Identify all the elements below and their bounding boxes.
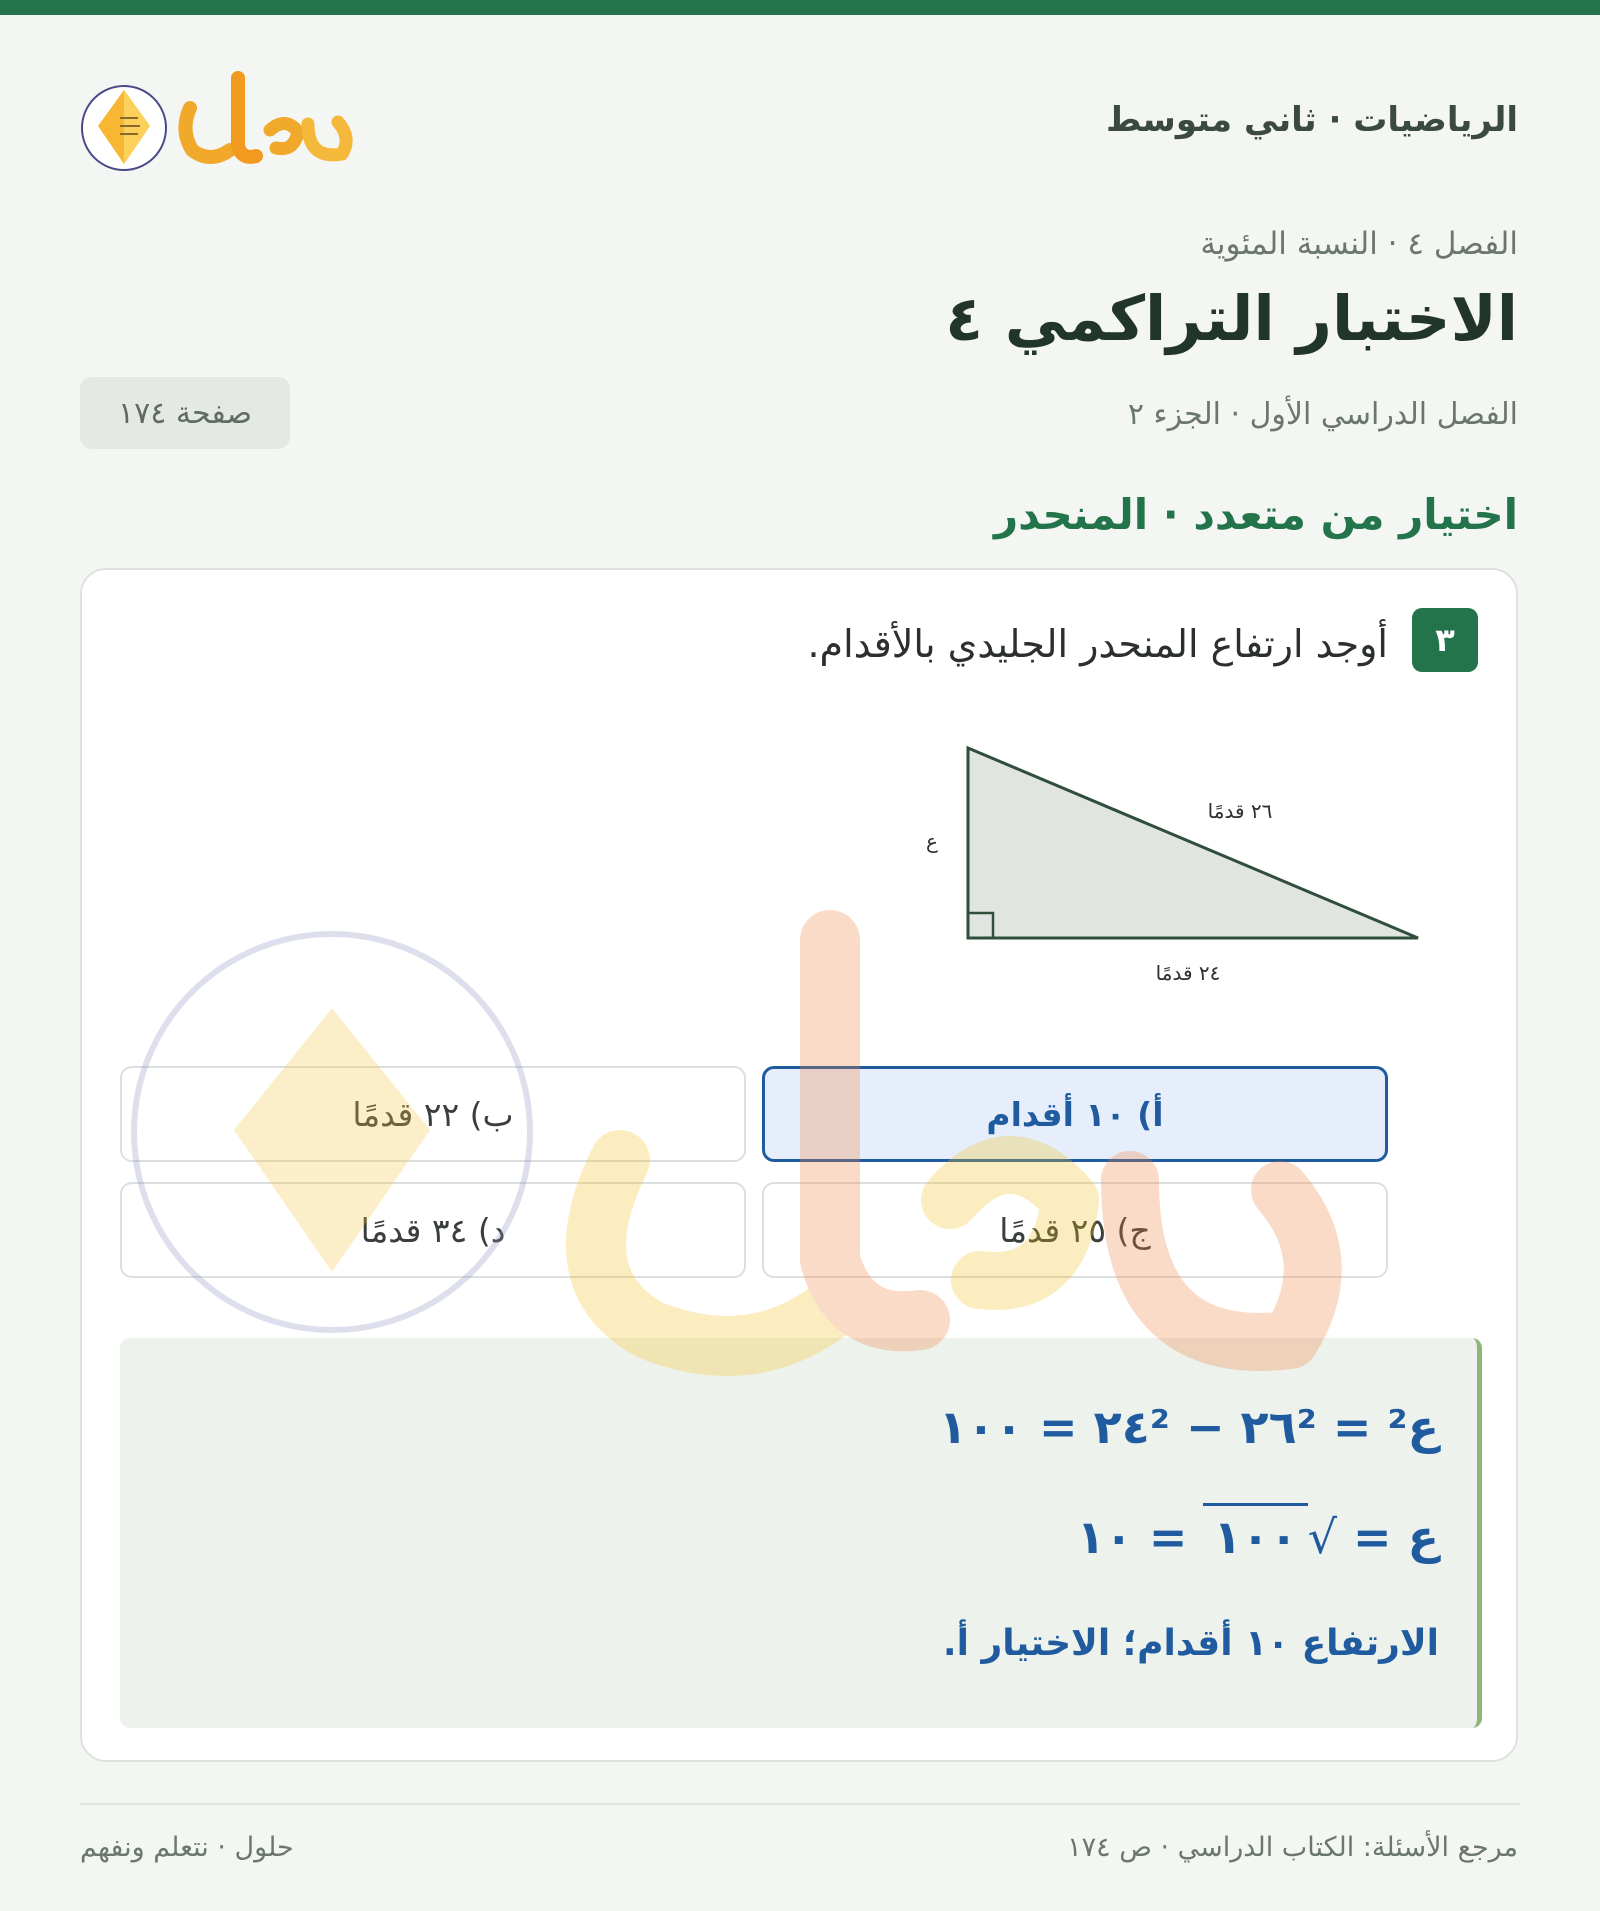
right-triangle — [968, 748, 1418, 938]
choice-c[interactable]: ج) ٢٥ قدمًا — [762, 1182, 1388, 1278]
choice-a[interactable]: أ) ١٠ أقدام — [762, 1066, 1388, 1162]
page-title: الاختبار التراكمي ٤ — [945, 282, 1518, 355]
question-card — [80, 568, 1518, 1762]
base-label: ٢٤ قدمًا — [1155, 961, 1221, 985]
top-accent-bar — [0, 0, 1600, 15]
term-meta: الفصل الدراسي الأول · الجزء ٢ — [1127, 397, 1518, 432]
eq2-radicand: ١٠٠ — [1203, 1503, 1307, 1564]
footer-tagline: حلول · نتعلم ونفهم — [80, 1832, 294, 1863]
triangle-figure — [822, 720, 1482, 1000]
choice-b[interactable]: ب) ٢٢ قدمًا — [120, 1066, 746, 1162]
logo-wordmark — [185, 78, 346, 157]
solution-box — [120, 1338, 1482, 1728]
solution-equation-2 — [1077, 1503, 1439, 1564]
page-badge: صفحة ١٧٤ — [80, 377, 290, 449]
sqrt-icon: √ — [1307, 1510, 1337, 1564]
brand-logo[interactable] — [80, 68, 360, 178]
hypotenuse-label: ٢٦ قدمًا — [1207, 799, 1273, 823]
breadcrumb: الفصل ٤ · النسبة المئوية — [1200, 226, 1518, 262]
choice-d[interactable]: د) ٣٤ قدمًا — [120, 1182, 746, 1278]
footer-divider — [80, 1803, 1520, 1805]
height-label: ع — [926, 829, 938, 853]
eq2-lhs: ع = — [1337, 1510, 1439, 1564]
solution-equation-1: ع² = ٢٦² − ٢٤² = ١٠٠ — [938, 1400, 1439, 1454]
question-number: ٣ — [1412, 608, 1478, 672]
question-text: أوجد ارتفاع المنحدر الجليدي بالأقدام. — [807, 622, 1388, 666]
subject-title: الرياضيات · ثاني متوسط — [1106, 100, 1518, 140]
book-logo-icon — [82, 86, 166, 170]
eq2-rhs: = ١٠ — [1076, 1510, 1204, 1564]
section-title: اختيار من متعدد · المنحدر — [994, 490, 1518, 539]
solution-conclusion: الارتفاع ١٠ أقدام؛ الاختيار أ. — [942, 1623, 1439, 1664]
footer-reference: مرجع الأسئلة: الكتاب الدراسي · ص ١٧٤ — [1067, 1832, 1518, 1863]
